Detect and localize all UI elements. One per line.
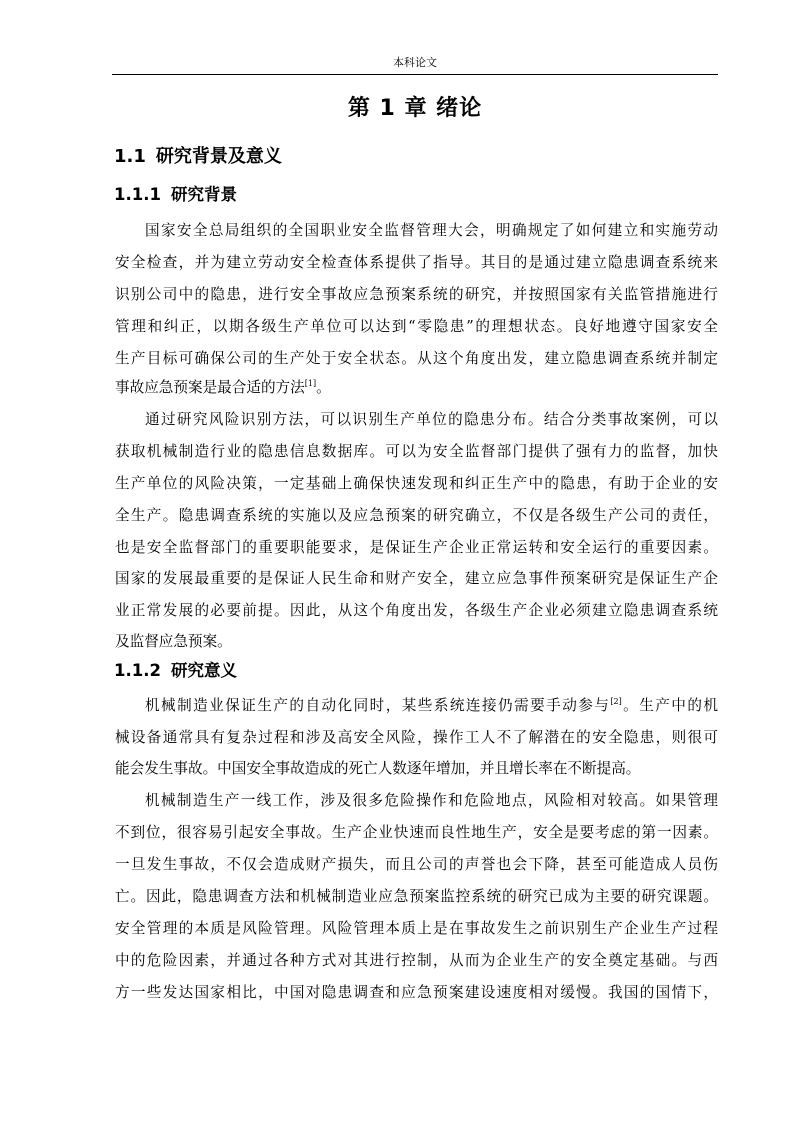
running-header: 本科论文 [393,56,437,69]
paragraph-line: 生产单位的风险决策，一定基础上确保快速发现和纠正生产中的隐患，有助于企业的安 [115,475,718,492]
citation-ref[interactable]: [2] [610,697,622,706]
section-title: 研究背景及意义 [155,146,282,167]
paragraph-text: 事故应急预案是最合适的方法 [115,379,305,396]
paragraph-line: 获取机械制造行业的隐患信息数据库。可以为安全监督部门提供了强有力的监督，加快 [115,443,718,460]
section-heading-1-1 [114,144,282,170]
section-heading-1-1-2 [114,658,237,684]
paragraph-line: 也是安全监督部门的重要职能要求，是保证生产企业正常运转和安全运行的重要因素。 [115,539,718,556]
paragraph-line: 及监督应急预案。 [115,633,232,650]
paragraph-line: 中的危险因素，并通过各种方式对其进行控制，从而为企业生产的安全奠定基础。与西 [115,952,718,969]
paragraph-line: 通过研究风险识别方法，可以识别生产单位的隐患分布。结合分类事故案例，可以 [145,411,718,428]
paragraph-line: 管理和纠正，以期各级生产单位可以达到“零隐患”的理想状态。良好地遵守国家安全 [115,318,718,335]
paragraph-line: 全生产。隐患调查系统的实施以及应急预案的研究确立，不仅是各级生产公司的责任， [115,507,718,524]
paragraph-line: 方一些发达国家相比，中国对隐患调查和应急预案建设速度相对缓慢。我国的国情下， [115,984,718,1001]
paragraph-text: 。 [316,379,331,396]
section-title: 研究背景 [170,185,237,204]
paragraph-text: 。生产中的机 [621,697,718,714]
paragraph-line [115,373,718,403]
chapter-title: 第 1 章 绪论 [347,96,483,121]
paragraph-line: 一旦发生事故，不仅会造成财产损失，而且公司的声誉也会下降，甚至可能造成人员伤 [115,856,718,873]
paragraph-line [145,691,718,721]
paragraph-line: 亡。因此，隐患调查方法和机械制造业应急预案监控系统的研究已成为主要的研究课题。 [115,888,718,905]
section-title: 研究意义 [170,661,237,680]
section-number: 1.1.2 [114,661,161,680]
section-number: 1.1.1 [114,185,161,204]
paragraph-line: 国家安全总局组织的全国职业安全监督管理大会，明确规定了如何建立和实施劳动 [145,222,718,239]
paragraph-line: 不到位，很容易引起安全事故。生产企业快速而良性地生产，安全是要考虑的第一因素。 [115,824,718,841]
paragraph-line: 生产目标可确保公司的生产处于安全状态。从这个角度出发，建立隐患调查系统并制定 [115,350,718,367]
paragraph-line: 业正常发展的必要前提。因此，从这个角度出发，各级生产企业必须建立隐患调查系统 [115,602,718,619]
paragraph-line: 机械制造生产一线工作，涉及很多危险操作和危险地点，风险相对较高。如果管理 [145,792,718,809]
section-heading-1-1-1 [114,182,237,208]
paragraph-line: 识别公司中的隐患，进行安全事故应急预案系统的研究，并按照国家有关监管措施进行 [115,286,718,303]
section-number: 1.1 [114,146,146,167]
paragraph-line: 能会发生事故。中国安全事故造成的死亡人数逐年增加，并且增长率在不断提高。 [115,760,641,777]
paragraph-line: 械设备通常具有复杂过程和涉及高安全风险，操作工人不了解潜在的安全隐患，则很可 [115,729,718,746]
paragraph-line: 国家的发展最重要的是保证人民生命和财产安全，建立应急事件预案研究是保证生产企 [115,570,718,587]
header-divider [112,74,718,75]
citation-ref[interactable]: [1] [304,379,317,388]
paragraph-text: 机械制造业保证生产的自动化同时，某些系统连接仍需要手动参与 [145,697,611,714]
paragraph-line: 安全检查，并为建立劳动安全检查体系提供了指导。其目的是通过建立隐患调查系统来 [115,254,718,271]
paragraph-line: 安全管理的本质是风险管理。风险管理本质上是在事故发生之前识别生产企业生产过程 [115,920,718,937]
